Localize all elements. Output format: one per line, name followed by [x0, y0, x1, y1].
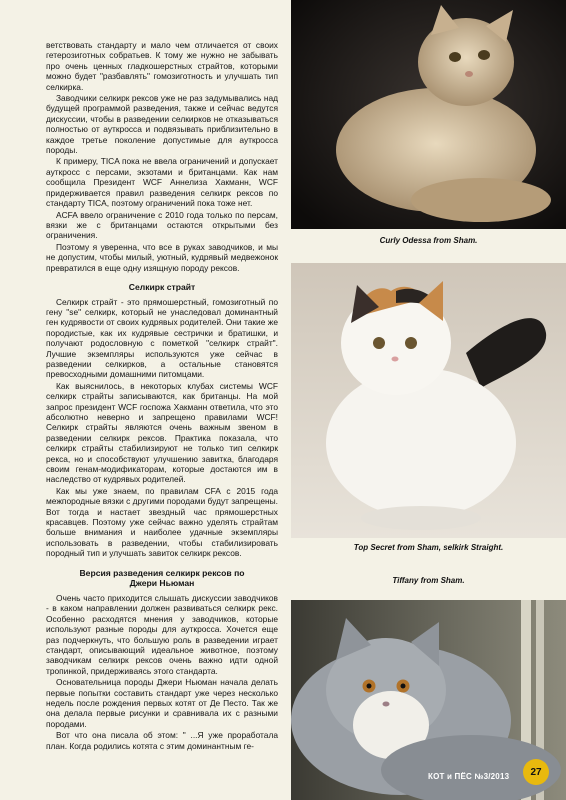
section-heading-selkirk-straight: Селкирк страйт: [128, 281, 196, 292]
section-heading-breeding-version: Версия разведения селкирк рексов по Джери Ньюман: [79, 567, 245, 589]
article-paragraph: Заводчики селкирк рексов уже не раз задумывались над будущей программой разведения, также и сейчас ведутся дискуссии, чтобы в разведении селкирков не отказываться полностью от ауткросса и подвязывать приблизительно в каждое третье поколение допустимые для ауткросса породы.: [46, 93, 278, 156]
article-paragraph: Очень часто приходится слышать дискуссии заводчиков - в каком направлении должен развиваться селкирк рекс. Особенно расходятся мнения у заводчиков, которые используют разные породы для ауткросса. Хочется еще раз подчеркнуть, что большую роль в разведении играет стандарт, описывающий идеальное животное, поэтому заводчикам селкирк рексов очень важно идти одной тропинкой, придерживаясь этого стандарта.: [46, 592, 278, 676]
article-paragraph: Основательница породы Джери Ньюман начала делать первые попытки составить стандарт уже через несколько недель после рождения первых котят от Де Песто. Так же она делала первые рисунки и сравнивала их с разными породами.: [46, 677, 278, 729]
photo-curly-kitten: [291, 0, 566, 229]
magazine-brand: КОТ и ПЁС №3/2013: [428, 772, 510, 781]
article-paragraph: Поэтому я уверенна, что все в руках заводчиков, и мы не допустим, чтобы милый, уютный, кудрявый медвежонок превратился в еще одну изящную породу рексов.: [46, 241, 278, 273]
photo2-caption: Top Secret from Sham, selkirk Straight.: [353, 543, 504, 552]
article-paragraph: К примеру, TICA пока не ввела ограничений и допускает ауткросс с персами, экзотами и британцами. Как нам сообщила Президент WCF Аннелиза Хакманн, WCF придерживается правил разведения селкирк рексов по стандарту TICA, поэтому ограничений пока тоже нет.: [46, 156, 278, 209]
photo-calico-kitten: [291, 263, 566, 538]
photo1-caption: Curly Odessa from Sham.: [379, 236, 478, 245]
article-paragraph: Как мы уже знаем, по правилам CFA с 2015 года межпородные вязки с другими породами будут запрещены. Вот тогда и настает звездный час прямошерстных красавцев. Поэтому уже сейчас важно уделять страйтам больше внимания и наиболее удачные экземпляры использовать в разведении, чтобы стабилизировать породный тип и улучшать завиток селкирк рексов.: [46, 485, 278, 559]
photo3-caption: Tiffany from Sham.: [392, 576, 465, 585]
article-paragraph: ACFA ввело ограничение с 2010 года только по персам, вязки же с британцами остаются открытыми без ограничения.: [46, 209, 278, 241]
article-column: [46, 40, 278, 752]
article-paragraph: Вот что она писала об этом: " ...Я уже проработала план. Когда родились котята с этим доминантным ге-: [46, 730, 278, 751]
article-paragraph: Как выяснилось, в некоторых клубах системы WCF селкирк страйты записываются, как британцы. На мой запрос президент WCF госпожа Хакманн ответила, что это абсолютно неверно и запрещено правилами WCF! Селкирк страйты являются очень важным звеном в разведении селкирк рексов. Практика показала, что селкирк страйты стабилизируют не только тип селкирк рекса, но и способствуют улучшению завитка, благодаря своим генам-модификаторам, которые достаются им в наследство от кудрявых родителей.: [46, 380, 278, 485]
page-number-badge: 27: [523, 759, 549, 785]
article-paragraph: ветствовать стандарту и мало чем отличается от своих гетерозиготных собратьев. К тому же нужно не забывать про очень ценных гладкошерстных страйтов, которыми можно будет "разбавлять" гомозиготность и улучшать тип селкирка.: [46, 40, 278, 92]
article-paragraph: Селкирк страйт - это прямошерстный, гомозиготный по гену "se" селкирк, который не унаследовал доминантный ген кудрявости от своих кудрявых родителей. Они такие же породистые, как их кудрявые сестрички и братишки, и получают родословную с пометкой "селкирк страйт". Лучшие экземпляры используются уже сейчас в разведении селкирков, а остальные становятся превосходными домашними питомцами.: [46, 296, 278, 380]
